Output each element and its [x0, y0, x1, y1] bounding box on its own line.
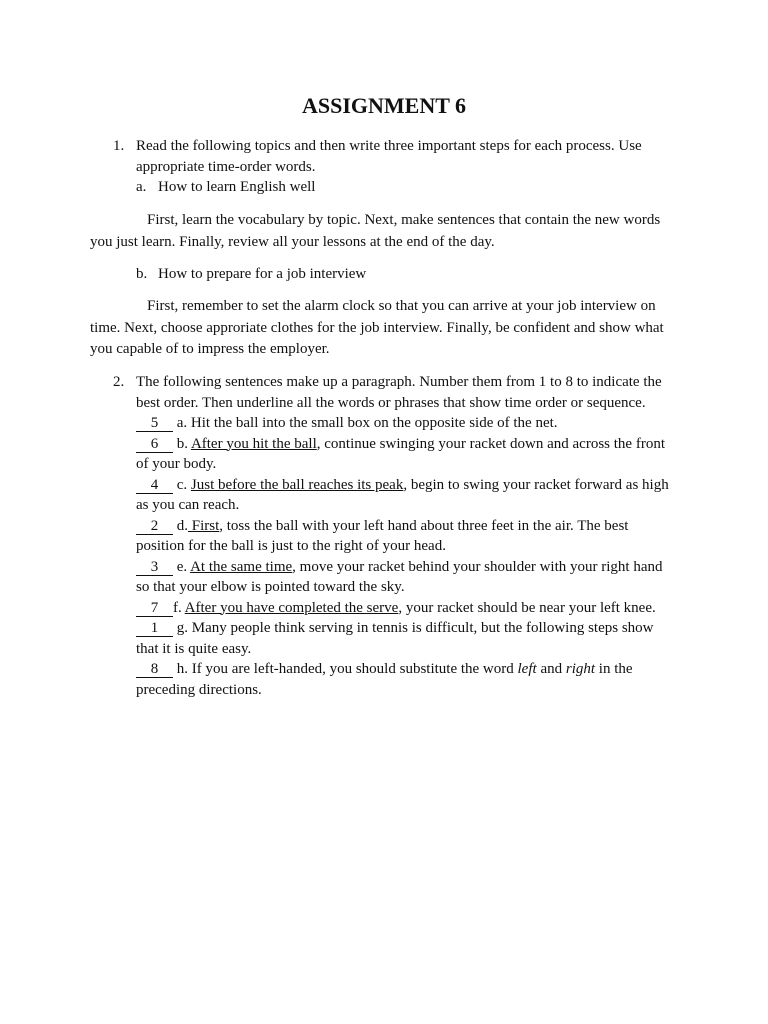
question-1b-answer: First, remember to set the alarm clock so that you can arrive at your job interview on time. Next, choose approriate clothes for the job interview. Finally, be confident and show what you capable of to impress the employer. — [90, 298, 664, 357]
ordering-item: 6 b. After you hit the ball, continue swinging your racket down and across the front of your body. — [136, 435, 665, 472]
question-1-text: Read the following topics and then write three important steps for each process. Use appropriate time-order words. — [136, 138, 642, 175]
ordering-item: 5 a. Hit the ball into the small box on the opposite side of the net. — [136, 413, 676, 434]
ordering-item: 1 g. Many people think serving in tennis is difficult, but the following steps show that it is quite easy. — [136, 620, 654, 657]
answer-blank[interactable]: 7 — [136, 601, 173, 617]
question-1b-topic — [136, 264, 676, 285]
question-2 — [113, 372, 673, 413]
answer-blank[interactable]: 8 — [136, 662, 173, 678]
ordering-item: 3 e. At the same time, move your racket behind your shoulder with your right hand so that your elbow is pointed toward the sky. — [136, 558, 663, 595]
ordering-item: 2 d. First, toss the ball with your left hand about three feet in the air. The best position for the ball is just to the right of your head. — [136, 517, 629, 554]
question-2-text: The following sentences make up a paragraph. Number them from 1 to 8 to indicate the best order. Then underline all the words or phrases that show time order or sequence. — [136, 374, 662, 411]
question-1b-topic-text: How to prepare for a job interview — [158, 266, 367, 282]
answer-blank[interactable]: 3 — [136, 560, 173, 576]
answer-blank[interactable]: 4 — [136, 478, 173, 494]
answer-blank[interactable]: 5 — [136, 416, 173, 432]
ordering-items — [136, 413, 676, 700]
answer-blank[interactable]: 6 — [136, 437, 173, 453]
question-1a-answer: First, learn the vocabulary by topic. Next, make sentences that contain the new words you just learn. Finally, review all your lessons at the end of the day. — [90, 212, 661, 250]
time-order-phrase: At the same time — [190, 558, 293, 575]
emphasized-word: right — [565, 661, 596, 677]
answer-blank[interactable]: 1 — [136, 621, 173, 637]
emphasized-word: left — [517, 661, 537, 677]
question-1-number: 1. — [113, 138, 125, 154]
time-order-phrase: Just before the ball reaches its peak — [190, 476, 404, 493]
ordering-item: 7 f. After you have completed the serve, your racket should be near your left knee. — [136, 598, 676, 619]
page-title: ASSIGNMENT 6 — [301, 93, 467, 118]
question-1 — [113, 136, 673, 177]
question-2-number: 2. — [113, 374, 125, 390]
ordering-item: 4 c. Just before the ball reaches its peak, begin to swing your racket forward as high as you can reach. — [136, 476, 669, 513]
time-order-phrase: First — [188, 517, 220, 534]
answer-blank[interactable]: 2 — [136, 519, 173, 535]
ordering-item: 8 h. If you are left-handed, you should substitute the word left and right in the preceding directions. — [136, 661, 633, 698]
time-order-phrase: After you hit the ball — [190, 435, 317, 452]
time-order-phrase: After you have completed the serve — [184, 599, 399, 616]
question-1a-topic — [136, 177, 676, 198]
question-1a-letter: a. — [136, 179, 147, 195]
question-1b-letter: b. — [136, 266, 148, 282]
question-1a-topic-text: How to learn English well — [158, 179, 316, 195]
